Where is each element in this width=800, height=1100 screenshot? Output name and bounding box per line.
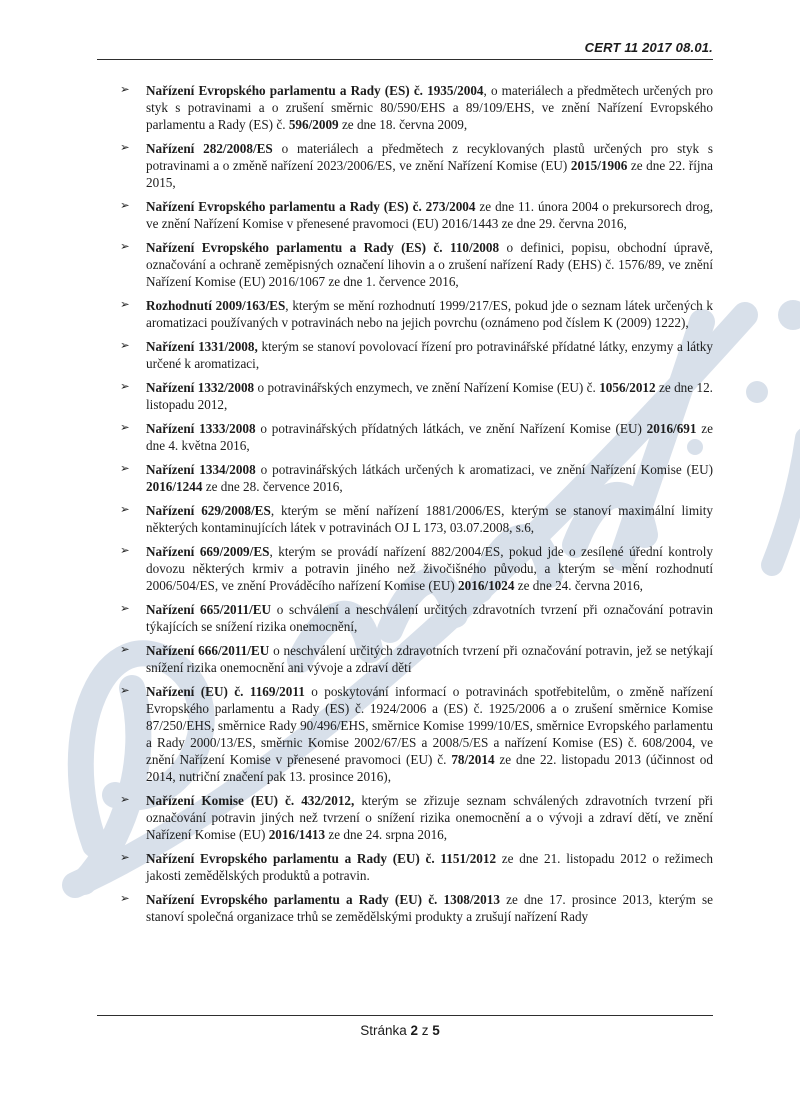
bullet-arrow-icon: ➢: [120, 200, 130, 212]
list-item: [120, 850, 713, 884]
bullet-arrow-icon: ➢: [120, 84, 130, 96]
regulation-text: Nařízení 665/2011/EU o schválení a neschválení určitých zdravotních tvrzení při označování potravin týkajících se snížení rizika onemocnění,: [146, 602, 713, 634]
bullet-arrow-icon: ➢: [120, 299, 130, 311]
bullet-arrow-icon: ➢: [120, 381, 130, 393]
list-item: [120, 140, 713, 191]
list-item: [120, 502, 713, 536]
footer-rule: [97, 1015, 713, 1016]
regulation-text: Rozhodnutí 2009/163/ES, kterým se mění rozhodnutí 1999/217/ES, pokud jde o seznam látek určených k aromatizaci používaných v potravinách nebo na jejich povrchu (oznámeno pod číslem K (2009) 1222),: [146, 298, 713, 330]
bullet-arrow-icon: ➢: [120, 893, 130, 905]
bullet-arrow-icon: ➢: [120, 603, 130, 615]
regulation-text: Nařízení 666/2011/EU o neschválení určitých zdravotních tvrzení při označování potravin, jež se netýkají snížení rizika onemocnění ani vývoje a zdraví dětí: [146, 643, 714, 675]
bullet-arrow-icon: ➢: [120, 794, 130, 806]
bullet-arrow-icon: ➢: [120, 142, 130, 154]
page-header: [97, 40, 713, 55]
regulation-text: Nařízení Komise (EU) č. 432/2012, kterým se zřizuje seznam schválených zdravotních tvrzení při označování potravin jiných než tvrzení o snížení rizika onemocnění a o vývoji a zdraví dětí, ve znění Nařízení Komise (EU) 2016/1413 ze dne 24. srpna 2016,: [146, 793, 713, 842]
footer-total-pages: 5: [432, 1023, 440, 1038]
bullet-arrow-icon: ➢: [120, 685, 130, 697]
bullet-arrow-icon: ➢: [120, 644, 130, 656]
regulation-text: Nařízení Evropského parlamentu a Rady (EU) č. 1308/2013 ze dne 17. prosince 2013, kterým se stanoví společná organizace trhů se zemědělskými produkty a zrušují nařízení Rady: [146, 892, 713, 924]
page-footer: [0, 1023, 800, 1038]
bullet-arrow-icon: ➢: [120, 422, 130, 434]
list-item: [120, 82, 713, 133]
list-item: [120, 543, 713, 594]
regulation-text: Nařízení Evropského parlamentu a Rady (ES) č. 110/2008 o definici, popisu, obchodní úpravě, označování a ochraně zeměpisných označení lihovin a o zrušení nařízení Rady (EHS) č. 1576/89, ve znění Nařízení Komise (EU) 2016/1067 ze dne 1. července 2016,: [146, 240, 713, 289]
regulation-text: Nařízení 1332/2008 o potravinářských enzymech, ve znění Nařízení Komise (EU) č. 1056/2012 ze dne 12. listopadu 2012,: [146, 380, 713, 412]
list-item: [120, 198, 713, 232]
footer-page-number: 2: [410, 1023, 418, 1038]
regulation-text: Nařízení 669/2009/ES, kterým se provádí nařízení 882/2004/ES, pokud jde o zesílené úřední kontroly dovozu některých krmiv a potravin jiného než živočišného původu, a kterým se mění rozhodnutí 2006/504/ES, ve znění Prováděcího nařízení Komise (EU) 2016/1024 ze dne 24. června 2016,: [146, 544, 713, 593]
list-item: [120, 461, 713, 495]
regulation-list: [120, 82, 713, 925]
bullet-arrow-icon: ➢: [120, 241, 130, 253]
regulation-text: Nařízení Evropského parlamentu a Rady (ES) č. 1935/2004, o materiálech a předmětech určených pro styk s potravinami a o zrušení směrnic 80/590/EHS a 89/109/EHS, ve znění Nařízení Evropského parlamentu a Rady (ES) č. 596/2009 ze dne 18. června 2009,: [146, 83, 713, 132]
list-item: [120, 379, 713, 413]
list-item: [120, 601, 713, 635]
bullet-arrow-icon: ➢: [120, 463, 130, 475]
list-item: [120, 297, 713, 331]
footer-prefix: Stránka: [360, 1023, 407, 1038]
regulation-text: Nařízení Evropského parlamentu a Rady (EU) č. 1151/2012 ze dne 21. listopadu 2012 o režimech jakosti zemědělských produktů a potravin.: [146, 851, 713, 883]
regulation-text: Nařízení (EU) č. 1169/2011 o poskytování informací o potravinách spotřebitelům, o změně nařízení Evropského parlamentu a Rady (ES) č. 1924/2006 a (ES) č. 1925/2006 a o zrušení směrnice Komise 87/250/EHS, směrnice Rady 90/496/EHS, směrnice Komise 1999/10/ES, směrnice Evropského parlamentu a Rady 2000/13/ES, směrnic Komise 2002/67/ES a 2008/5/ES a nařízení Komise (ES) č. 608/2004, ve znění Nařízení Komise v přenesené pravomoci (EU) č. 78/2014 ze dne 22. listopadu 2013 (účinnost od 2014, nutriční značení pak 13. prosince 2016),: [146, 684, 713, 784]
list-item: [120, 642, 713, 676]
regulation-text: Nařízení 282/2008/ES o materiálech a předmětech z recyklovaných plastů určených pro styk s potravinami a o změně nařízení 2023/2006/ES, ve znění Nařízení Komise (EU) 2015/1906 ze dne 22. října 2015,: [146, 141, 713, 190]
list-item: [120, 239, 713, 290]
bullet-arrow-icon: ➢: [120, 340, 130, 352]
bullet-arrow-icon: ➢: [120, 545, 130, 557]
bullet-arrow-icon: ➢: [120, 504, 130, 516]
regulation-text: Nařízení 1333/2008 o potravinářských přídatných látkách, ve znění Nařízení Komise (EU) 2016/691 ze dne 4. května 2016,: [146, 421, 713, 453]
list-item: [120, 891, 713, 925]
list-item: [120, 338, 713, 372]
bullet-arrow-icon: ➢: [120, 852, 130, 864]
regulation-text: Nařízení 1334/2008 o potravinářských látkách určených k aromatizaci, ve znění Nařízení Komise (EU) 2016/1244 ze dne 28. července 2016,: [146, 462, 713, 494]
regulation-text: Nařízení 1331/2008, kterým se stanoví povolovací řízení pro potravinářské přídatné látky, enzymy a látky určené k aromatizaci,: [146, 339, 713, 371]
list-item: [120, 420, 713, 454]
list-item: [120, 683, 713, 785]
footer-of-word: z: [421, 1023, 429, 1038]
regulation-text: Nařízení 629/2008/ES, kterým se mění nařízení 1881/2006/ES, kterým se stanoví maximální limity některých kontaminujících látek v potravinách OJ L 173, 03.07.2008, s.6,: [146, 503, 713, 535]
regulation-text: Nařízení Evropského parlamentu a Rady (ES) č. 273/2004 ze dne 11. února 2004 o prekursorech drog, ve znění Nařízení Komise v přenesené pravomoci (EU) 2016/1443 ze dne 29. června 2016,: [146, 199, 713, 231]
list-item: [120, 792, 713, 843]
header-reference-text: CERT 11 2017 08.01.: [584, 40, 713, 55]
header-rule: [97, 59, 713, 60]
